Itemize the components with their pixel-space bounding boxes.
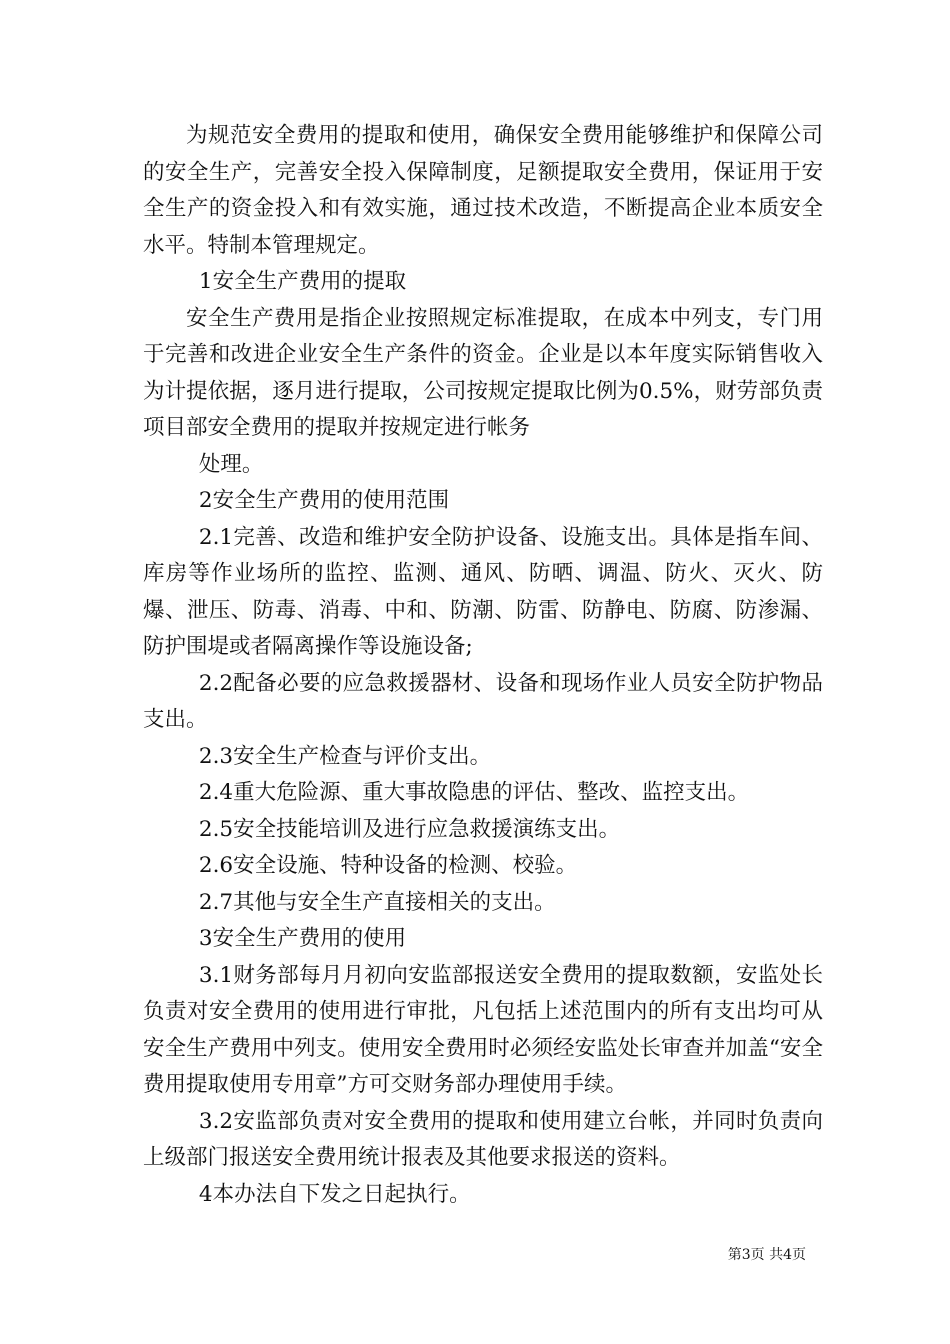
clause-2-7: 2.7其他与安全生产直接相关的支出。 — [198, 889, 556, 915]
clause-2-3: 2.3安全生产检查与评价支出。 — [198, 743, 492, 769]
clause-3-1: 3.1财务部每月月初向安监部报送安全费用的提取数额，安监处长负责对安全费用的使用进行审批，凡包括上述范围内的所有支出均可从安全生产费用中列支。使用安全费用时必须经安监处长审查并加盖“安全费用提取使用专用章”方可交财务部办理使用手续。 — [143, 962, 823, 1097]
clause-2-5: 2.5安全技能培训及进行应急救援演练支出。 — [198, 816, 621, 842]
page-number-footer: 第3页 共4页 — [727, 1247, 806, 1263]
section-heading-4: 4本办法自下发之日起执行。 — [198, 1181, 471, 1207]
clause-2-6: 2.6安全设施、特种设备的检测、校验。 — [198, 853, 578, 878]
clause-2-4: 2.4重大危险源、重大事故隐患的评估、整改、监控支出。 — [198, 780, 750, 805]
section-1-paragraph: 安全生产费用是指企业按照规定标准提取，在成本中列支，专门用于完善和改进企业安全生产条件的资金。企业是以本年度实际销售收入为计提依据，逐月进行提取，公司按规定提取比例为0.5%，财劳部负责项目部安全费用的提取并按规定进行帐务 — [143, 305, 823, 440]
clause-2-1: 2.1完善、改造和维护安全防护设备、设施支出。具体是指车间、库房等作业场所的监控、监测、通风、防晒、调温、防火、灭火、防爆、泄压、防毒、消毒、中和、防潮、防雷、防静电、防腐、防渗漏、防护围堤或者隔离操作等设施设备; — [143, 524, 823, 659]
section-1-continuation: 处理。 — [198, 451, 264, 477]
document-body — [143, 118, 823, 1213]
section-heading-1: 1安全生产费用的提取 — [198, 269, 407, 294]
clause-2-2: 2.2配备必要的应急救援器材、设备和现场作业人员安全防护物品支出。 — [143, 670, 823, 732]
section-heading-3: 3安全生产费用的使用 — [198, 926, 407, 951]
section-heading-2: 2安全生产费用的使用范围 — [198, 488, 450, 513]
intro-paragraph: 为规范安全费用的提取和使用，确保安全费用能够维护和保障公司的安全生产，完善安全投入保障制度，足额提取安全费用，保证用于安全生产的资金投入和有效实施，通过技术改造，不断提高企业本质安全水平。特制本管理规定。 — [143, 123, 823, 258]
clause-3-2: 3.2安监部负责对安全费用的提取和使用建立台帐，并同时负责向上级部门报送安全费用统计报表及其他要求报送的资料。 — [143, 1108, 823, 1170]
